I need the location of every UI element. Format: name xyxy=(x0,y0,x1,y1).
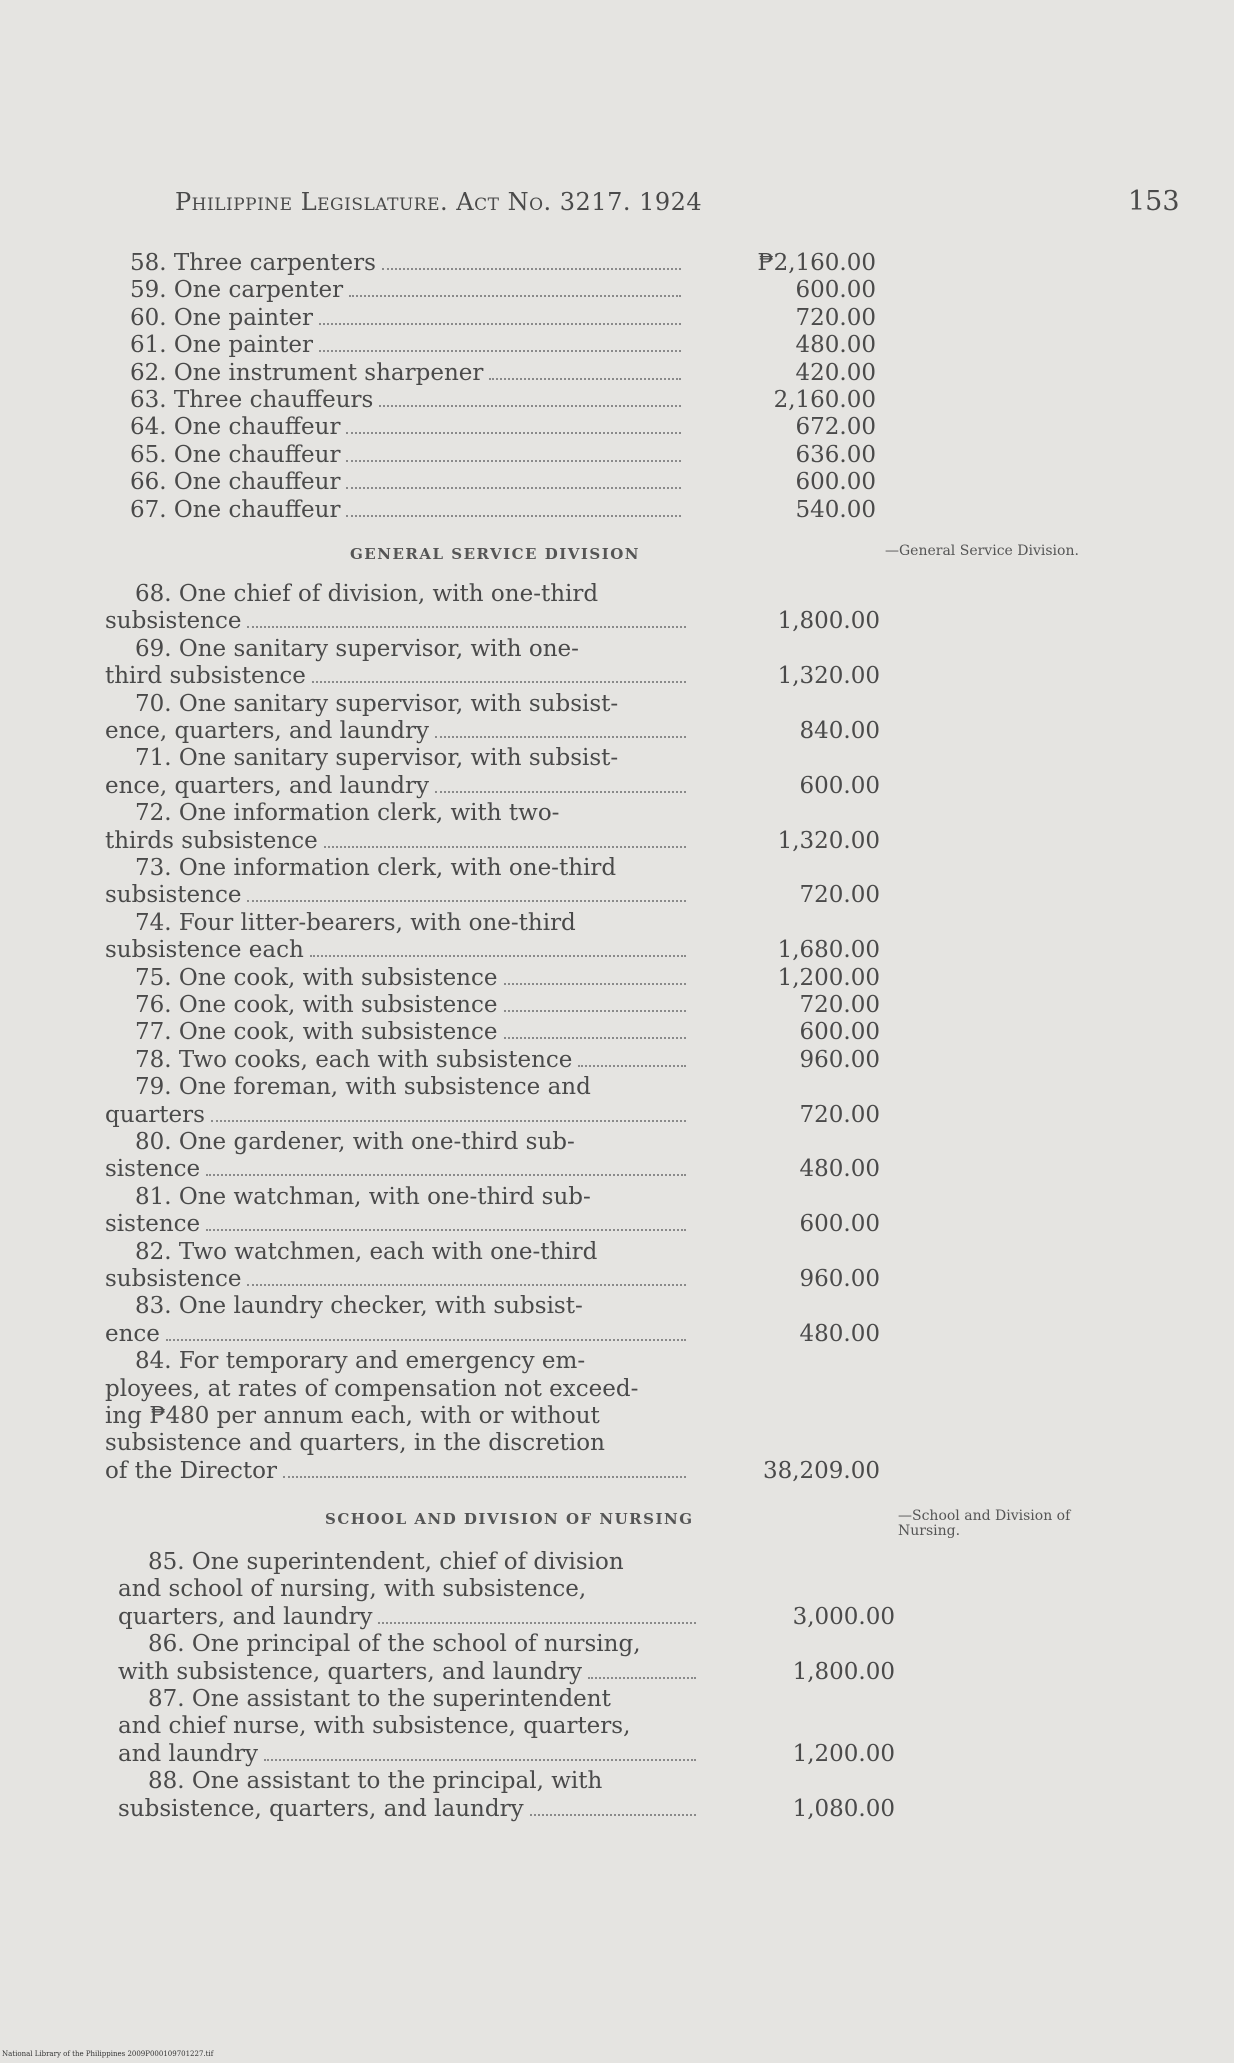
entry-line xyxy=(105,1320,690,1348)
amount-value: 600.00 xyxy=(795,469,876,495)
entry-text: 67. One chauffeur xyxy=(130,497,341,523)
entry-line xyxy=(105,662,690,690)
entry-text: with subsistence, quarters, and laundry xyxy=(118,1659,582,1685)
entry-text: ing ₱480 per annum each, with or without xyxy=(105,1403,600,1429)
entry-text: 80. One gardener, with one-third sub- xyxy=(135,1129,575,1155)
amount-value: 672.00 xyxy=(795,414,876,440)
dot-leader xyxy=(378,1603,696,1624)
dot-leader xyxy=(319,304,681,325)
dot-leader xyxy=(379,386,681,407)
entry-line xyxy=(105,717,690,745)
amount-value: 1,680.00 xyxy=(777,937,880,963)
entry-line xyxy=(135,1292,690,1320)
amount-value: 3,000.00 xyxy=(792,1604,895,1630)
dot-leader xyxy=(435,717,686,738)
entry-text: 75. One cook, with subsistence xyxy=(135,965,498,991)
entry-text: 60. One painter xyxy=(130,305,313,331)
entry-line xyxy=(105,1101,690,1129)
dot-leader xyxy=(206,1155,686,1176)
entry-text: 70. One sanitary supervisor, with subsist- xyxy=(135,691,619,717)
entry-line xyxy=(135,1347,690,1375)
entry-text: 61. One painter xyxy=(130,332,313,358)
entry-text: and chief nurse, with subsistence, quarters, xyxy=(118,1713,631,1739)
entry-line xyxy=(105,1429,690,1457)
amount-value: 480.00 xyxy=(799,1321,880,1347)
dot-leader xyxy=(211,1101,686,1122)
entry-line xyxy=(118,1658,700,1686)
entry-text: subsistence xyxy=(105,1266,242,1292)
dot-leader xyxy=(312,662,686,683)
entry-text: 72. One information clerk, with two- xyxy=(135,800,560,826)
entry-line xyxy=(105,607,690,635)
amount-value: 600.00 xyxy=(799,1211,880,1237)
entry-line xyxy=(148,1767,700,1795)
entry-text: 79. One foreman, with subsistence and xyxy=(135,1074,591,1100)
entry-line xyxy=(135,909,690,937)
dot-leader xyxy=(310,936,686,957)
dot-leader xyxy=(247,881,686,902)
entry-line xyxy=(135,1018,690,1046)
amount-value: 960.00 xyxy=(799,1047,880,1073)
entry-text: 81. One watchman, with one-third sub- xyxy=(135,1184,591,1210)
entry-line xyxy=(118,1575,700,1603)
entry-text: sistence xyxy=(105,1156,201,1182)
entry-text: quarters xyxy=(105,1102,205,1128)
dot-leader xyxy=(319,331,681,352)
entry-text: 83. One laundry checker, with subsist- xyxy=(135,1293,583,1319)
entry-line xyxy=(118,1740,700,1768)
entry-text: thirds subsistence xyxy=(105,828,318,854)
amount-value: 1,800.00 xyxy=(792,1659,895,1685)
entry-line xyxy=(148,1548,700,1576)
dot-leader xyxy=(382,249,681,270)
entry-line xyxy=(130,496,685,524)
amount-value: ₱2,160.00 xyxy=(757,250,876,276)
entry-text: of the Director xyxy=(105,1458,278,1484)
dot-leader xyxy=(578,1046,686,1067)
amount-value: 2,160.00 xyxy=(773,387,876,413)
entry-text: 59. One carpenter xyxy=(130,277,344,303)
dot-leader xyxy=(588,1658,696,1679)
dot-leader xyxy=(346,413,681,434)
entry-text: ence, quarters, and laundry xyxy=(105,773,430,799)
dot-leader xyxy=(346,441,681,462)
amount-value: 720.00 xyxy=(795,305,876,331)
entry-line xyxy=(105,936,690,964)
dot-leader xyxy=(206,1210,686,1231)
entry-text: 64. One chauffeur xyxy=(130,414,341,440)
amount-value: 480.00 xyxy=(795,332,876,358)
amount-value: 38,209.00 xyxy=(762,1458,880,1484)
entry-line xyxy=(148,1685,700,1713)
amount-value: 540.00 xyxy=(795,497,876,523)
entry-text: 68. One chief of division, with one-third xyxy=(135,581,599,607)
entry-line xyxy=(135,1183,690,1211)
entry-line xyxy=(130,413,685,441)
entry-line xyxy=(135,799,690,827)
dot-leader xyxy=(504,1018,687,1039)
entry-line xyxy=(105,827,690,855)
dot-leader xyxy=(346,496,681,517)
amount-value: 636.00 xyxy=(795,442,876,468)
entry-line xyxy=(118,1603,700,1631)
entry-line xyxy=(130,276,685,304)
entry-text: ence, quarters, and laundry xyxy=(105,718,430,744)
amount-value: 480.00 xyxy=(799,1156,880,1182)
entry-text: subsistence each xyxy=(105,937,304,963)
entry-text: and laundry xyxy=(118,1741,258,1767)
entry-text: subsistence and quarters, in the discretion xyxy=(105,1430,605,1456)
amount-value: 1,320.00 xyxy=(777,663,880,689)
dot-leader xyxy=(504,964,687,985)
dot-leader xyxy=(349,276,681,297)
entry-text: subsistence xyxy=(105,882,242,908)
amount-value: 1,800.00 xyxy=(777,608,880,634)
entry-text: 63. Three chauffeurs xyxy=(130,387,374,413)
entry-line xyxy=(105,1210,690,1238)
footer-scan-credit: National Library of the Philippines 2009P000109701227.tif xyxy=(2,2050,214,2058)
entry-text: 88. One assistant to the principal, with xyxy=(148,1768,603,1794)
entry-line xyxy=(105,1155,690,1183)
entry-text: 86. One principal of the school of nursing, xyxy=(148,1631,641,1657)
dot-leader xyxy=(435,772,686,793)
entry-text: 69. One sanitary supervisor, with one- xyxy=(135,636,579,662)
entry-line xyxy=(135,635,690,663)
amount-value: 600.00 xyxy=(795,277,876,303)
dot-leader xyxy=(247,1265,686,1286)
entry-line xyxy=(135,580,690,608)
entry-line xyxy=(130,386,685,414)
entry-text: 73. One information clerk, with one-third xyxy=(135,855,617,881)
entry-text: third subsistence xyxy=(105,663,306,689)
dot-leader xyxy=(489,359,681,380)
dot-leader xyxy=(247,607,686,628)
entry-line xyxy=(105,1375,690,1403)
entry-text: 58. Three carpenters xyxy=(130,250,376,276)
entry-text: 65. One chauffeur xyxy=(130,442,341,468)
dot-leader xyxy=(264,1740,696,1761)
entry-text: 62. One instrument sharpener xyxy=(130,360,484,386)
entry-text: sistence xyxy=(105,1211,201,1237)
amount-value: 840.00 xyxy=(799,718,880,744)
margin-note-general-service: —General Service Division. xyxy=(885,543,1079,559)
entry-line xyxy=(135,1128,690,1156)
running-header: Philippine Legislature. Act No. 3217. 1924 xyxy=(175,188,703,216)
amount-value: 720.00 xyxy=(799,992,880,1018)
entry-text: 85. One superintendent, chief of division xyxy=(148,1549,624,1575)
entry-text: 76. One cook, with subsistence xyxy=(135,992,498,1018)
entry-text: subsistence, quarters, and laundry xyxy=(118,1796,524,1822)
entry-line xyxy=(118,1795,700,1823)
entry-text: 82. Two watchmen, each with one-third xyxy=(135,1239,598,1265)
entry-line xyxy=(135,744,690,772)
amount-value: 720.00 xyxy=(799,882,880,908)
entry-text: quarters, and laundry xyxy=(118,1604,373,1630)
dot-leader xyxy=(166,1320,686,1341)
margin-note-nursing: —School and Division of Nursing. xyxy=(898,1508,1071,1539)
entry-line xyxy=(130,468,685,496)
entry-line xyxy=(135,964,690,992)
entry-line xyxy=(105,1402,690,1430)
dot-leader xyxy=(324,827,686,848)
entry-text: 87. One assistant to the superintendent xyxy=(148,1686,611,1712)
entry-text: ence xyxy=(105,1321,160,1347)
dot-leader xyxy=(530,1795,696,1816)
entry-line xyxy=(130,304,685,332)
entry-line xyxy=(135,1238,690,1266)
entry-text: and school of nursing, with subsistence, xyxy=(118,1576,587,1602)
amount-value: 1,200.00 xyxy=(777,965,880,991)
entry-line xyxy=(135,690,690,718)
entry-line xyxy=(130,441,685,469)
entry-line xyxy=(105,772,690,800)
entry-text: 74. Four litter-bearers, with one-third xyxy=(135,910,576,936)
amount-value: 1,080.00 xyxy=(792,1796,895,1822)
entry-line xyxy=(130,249,685,277)
amount-value: 1,320.00 xyxy=(777,828,880,854)
entry-line xyxy=(105,1265,690,1293)
entry-line xyxy=(130,359,685,387)
amount-value: 600.00 xyxy=(799,1019,880,1045)
page-number: 153 xyxy=(1128,186,1180,217)
entry-line xyxy=(130,331,685,359)
amount-value: 720.00 xyxy=(799,1102,880,1128)
entry-text: ployees, at rates of compensation not exceed- xyxy=(105,1376,639,1402)
entry-text: 71. One sanitary supervisor, with subsist- xyxy=(135,745,619,771)
section-heading-general-service: GENERAL SERVICE DIVISION xyxy=(350,545,641,563)
entry-line xyxy=(148,1630,700,1658)
entry-text: 84. For temporary and emergency em- xyxy=(135,1348,586,1374)
entry-text: 78. Two cooks, each with subsistence xyxy=(135,1047,573,1073)
entry-line xyxy=(105,1457,690,1485)
dot-leader xyxy=(283,1457,686,1478)
amount-value: 420.00 xyxy=(795,360,876,386)
amount-value: 600.00 xyxy=(799,773,880,799)
section-heading-nursing: SCHOOL AND DIVISION OF NURSING xyxy=(325,1510,694,1528)
entry-text: subsistence xyxy=(105,608,242,634)
amount-value: 1,200.00 xyxy=(792,1741,895,1767)
dot-leader xyxy=(346,468,681,489)
entry-line xyxy=(105,881,690,909)
entry-line xyxy=(118,1712,700,1740)
entry-line xyxy=(135,1046,690,1074)
entry-text: 66. One chauffeur xyxy=(130,469,341,495)
entry-line xyxy=(135,1073,690,1101)
entry-line xyxy=(135,991,690,1019)
amount-value: 960.00 xyxy=(799,1266,880,1292)
dot-leader xyxy=(504,991,687,1012)
entry-line xyxy=(135,854,690,882)
entry-text: 77. One cook, with subsistence xyxy=(135,1019,498,1045)
